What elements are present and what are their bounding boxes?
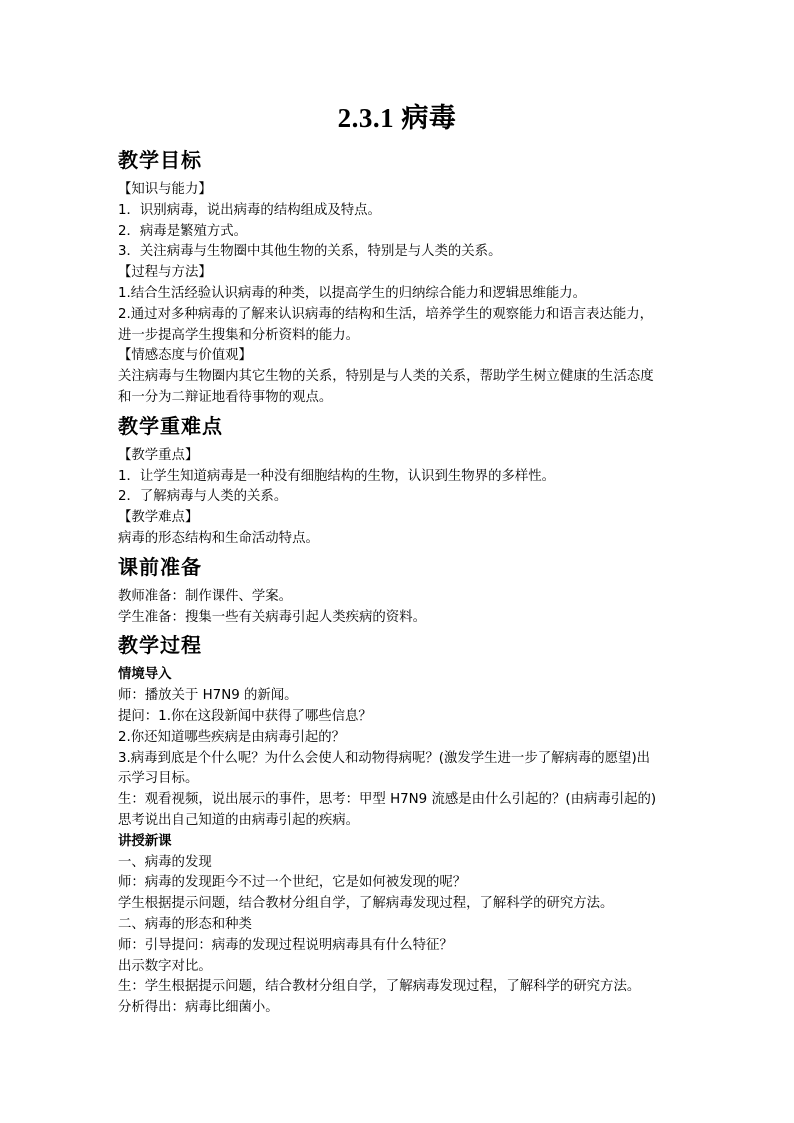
emotion-item: 关注病毒与生物圈内其它生物的关系，特别是与人类的关系，帮助学生树立健康的生活态度 <box>118 369 654 385</box>
emotion-label: 【情感态度与价值观】 <box>118 348 252 364</box>
section-heading-process: 教学过程 <box>118 633 202 658</box>
section-heading-prep: 课前准备 <box>118 554 202 579</box>
prep-item: 教师准备：制作课件、学案。 <box>118 588 293 604</box>
new-lesson-item: 师：病毒的发现距今不过一个世纪，它是如何被发现的呢？ <box>118 875 467 891</box>
process-method-item: 进一步提高学生搜集和分析资料的能力。 <box>118 327 360 343</box>
new-lesson-item: 出示数字对比。 <box>118 958 212 974</box>
difficult-item: 病毒的形态结构和生命活动特点。 <box>118 530 319 546</box>
intro-item: 生：观看视频，说出展示的事件，思考：甲型 H7N9 流感是由什么引起的？(由病毒引起的) <box>118 792 657 808</box>
new-lesson-item: 一、病毒的发现 <box>118 854 212 870</box>
intro-label: 情境导入 <box>118 667 172 683</box>
difficult-label: 【教学难点】 <box>118 510 199 526</box>
knowledge-item: 3．关注病毒与生物圈中其他生物的关系，特别是与人类的关系。 <box>118 244 502 260</box>
new-lesson-item: 二、病毒的形态和种类 <box>118 916 252 932</box>
key-label: 【教学重点】 <box>118 447 199 463</box>
prep-item: 学生准备：搜集一些有关病毒引起人类疾病的资料。 <box>118 609 426 625</box>
knowledge-label: 【知识与能力】 <box>118 182 212 197</box>
new-lesson-item: 师：引导提问：病毒的发现过程说明病毒具有什么特征？ <box>118 937 453 953</box>
intro-item: 3.病毒到底是个什么呢？为什么会使人和动物得病呢？(激发学生进一步了解病毒的愿望)出 <box>118 750 651 766</box>
new-lesson-item: 生：学生根据提示问题，结合教材分组自学，了解病毒发现过程，了解科学的研究方法。 <box>118 979 641 995</box>
knowledge-item: 2．病毒是繁殖方式。 <box>118 223 248 239</box>
new-lesson-label: 讲授新课 <box>118 833 172 849</box>
emotion-item: 和一分为二辩证地看待事物的观点。 <box>118 389 333 405</box>
new-lesson-item: 学生根据提示问题，结合教材分组自学，了解病毒发现过程，了解科学的研究方法。 <box>118 896 614 912</box>
document-body <box>118 143 688 1019</box>
intro-item: 示学习目标。 <box>118 771 199 787</box>
section-heading-keypoints: 教学重难点 <box>118 413 223 438</box>
section-heading-goals: 教学目标 <box>118 148 202 172</box>
intro-item: 2.你还知道哪些疾病是由病毒引起的？ <box>118 729 346 745</box>
intro-item: 提问：1.你在这段新闻中获得了哪些信息？ <box>118 708 372 724</box>
new-lesson-item: 分析得出：病毒比细菌小。 <box>118 1000 279 1016</box>
intro-item: 师：播放关于 H7N9 的新闻。 <box>118 688 298 704</box>
knowledge-item: 1．识别病毒，说出病毒的结构组成及特点。 <box>118 202 381 218</box>
process-method-item: 1.结合生活经验认识病毒的种类，以提高学生的归纳综合能力和逻辑思维能力。 <box>118 285 587 301</box>
process-method-label: 【过程与方法】 <box>118 265 212 281</box>
page-title: 2.3.1 病毒 <box>337 103 457 133</box>
key-item: 1．让学生知道病毒是一种没有细胞结构的生物，认识到生物界的多样性。 <box>118 468 556 484</box>
process-method-item: 2.通过对多种病毒的了解来认识病毒的结构和生活，培养学生的观察能力和语言表达能力， <box>118 306 654 322</box>
key-item: 2．了解病毒与人类的关系。 <box>118 489 288 505</box>
intro-item: 思考说出自己知道的由病毒引起的疾病。 <box>118 812 360 828</box>
